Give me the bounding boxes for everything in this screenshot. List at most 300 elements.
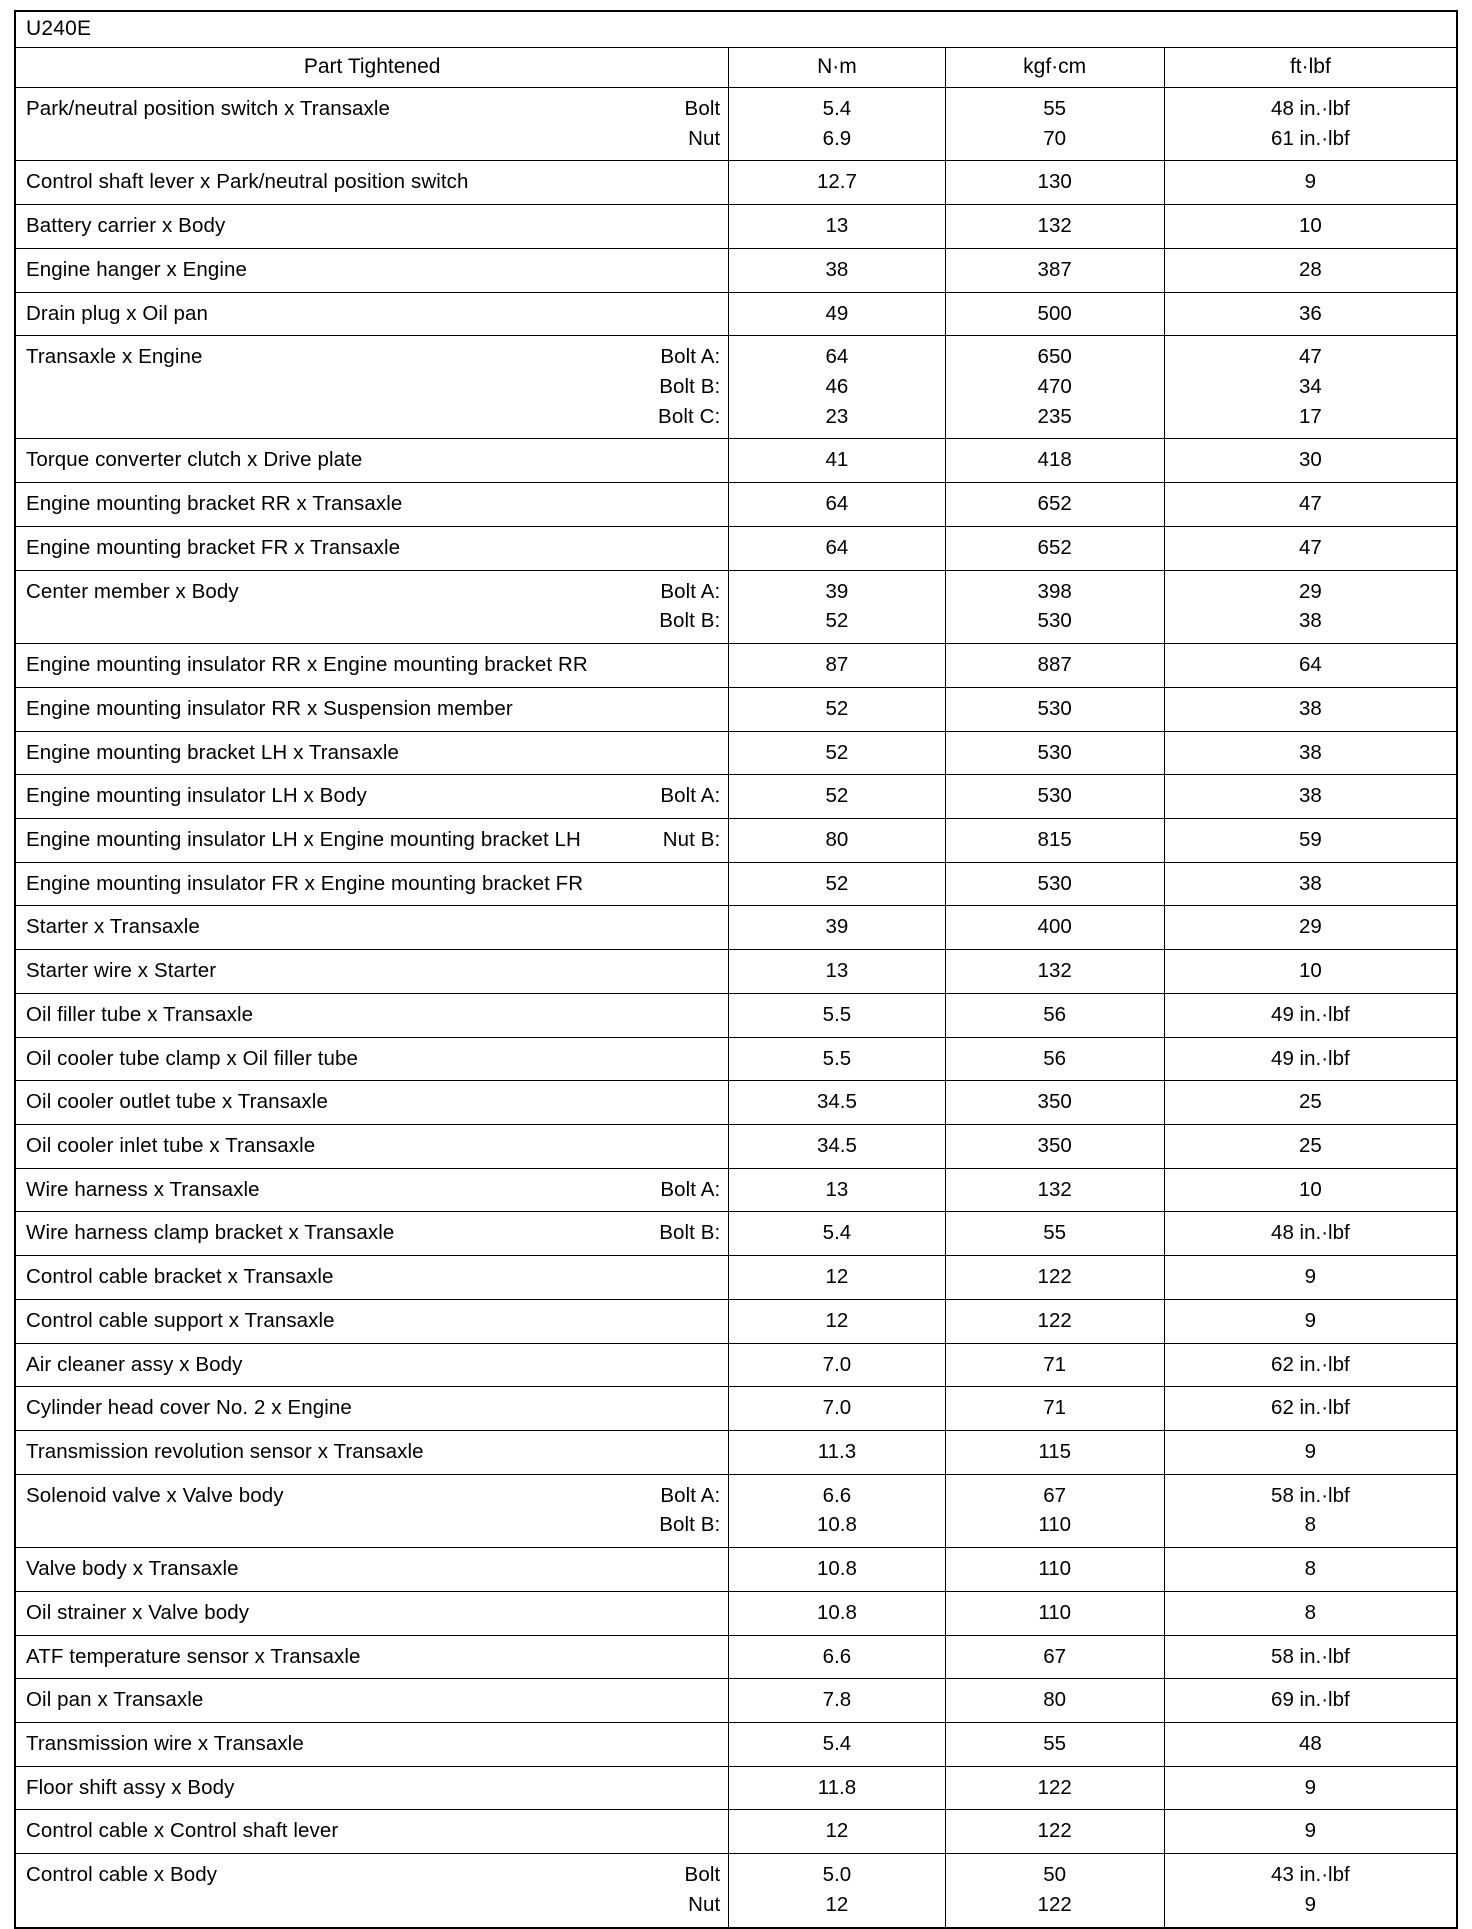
part-line — [26, 1000, 720, 1030]
table-row — [15, 88, 1457, 161]
kgfcm-value-cell — [945, 1256, 1164, 1300]
ftlbf-value-cell — [1164, 161, 1457, 205]
ftlbf-value-cell — [1164, 483, 1457, 527]
nm-value-cell — [729, 644, 945, 688]
table-row — [15, 1037, 1457, 1081]
part-line — [26, 489, 720, 519]
value-line: 48 — [1298, 1732, 1322, 1756]
part-tightened-cell — [15, 1081, 729, 1125]
nm-value-cell — [729, 687, 945, 731]
value-line: 418 — [1037, 448, 1072, 472]
part-tightened-cell — [15, 1591, 729, 1635]
part-name: Control cable x Control shaft lever — [26, 1819, 339, 1843]
part-name: Engine mounting insulator FR x Engine mounting bracket FR — [26, 871, 584, 895]
ftlbf-value-cell — [1164, 644, 1457, 688]
value-line: 7.0 — [822, 1396, 852, 1420]
value-line: 62 in.·lbf — [1271, 1396, 1350, 1420]
value-line: 8 — [1304, 1600, 1317, 1624]
part-tightened-cell — [15, 993, 729, 1037]
table-row — [15, 1591, 1457, 1635]
part-qualifier: Bolt A: — [660, 579, 721, 603]
value-line: 650 — [1037, 345, 1072, 369]
nm-value-cell — [729, 570, 945, 643]
ftlbf-value-cell — [1164, 1081, 1457, 1125]
part-name: Engine hanger x Engine — [26, 257, 248, 281]
part-tightened-cell — [15, 1766, 729, 1810]
part-tightened-cell — [15, 1124, 729, 1168]
part-name: Battery carrier x Body — [26, 214, 226, 238]
table-row — [15, 1431, 1457, 1475]
nm-value-cell — [729, 906, 945, 950]
part-name: ATF temperature sensor x Transaxle — [26, 1644, 361, 1668]
value-line: 12 — [825, 1265, 849, 1289]
part-name: Transaxle x Engine — [26, 345, 203, 369]
ftlbf-value-cell — [1164, 1212, 1457, 1256]
table-row — [15, 1168, 1457, 1212]
part-qualifier: Bolt A: — [660, 1177, 721, 1201]
part-name: Engine mounting bracket LH x Transaxle — [26, 740, 399, 764]
part-name: Oil cooler tube clamp x Oil filler tube — [26, 1046, 359, 1070]
part-line — [26, 211, 720, 241]
value-line: 9 — [1304, 1775, 1317, 1799]
ftlbf-value-cell — [1164, 950, 1457, 994]
table-row — [15, 1299, 1457, 1343]
nm-value-cell — [729, 1591, 945, 1635]
part-line — [26, 1481, 720, 1511]
value-line: 38 — [1298, 784, 1322, 808]
part-line — [26, 402, 720, 432]
ftlbf-value-cell — [1164, 775, 1457, 819]
kgfcm-value-cell — [945, 687, 1164, 731]
part-line — [26, 1890, 720, 1920]
value-line: 110 — [1038, 1600, 1071, 1624]
value-line: 530 — [1037, 609, 1072, 633]
value-line: 47 — [1298, 535, 1322, 559]
value-line: 10.8 — [816, 1557, 857, 1581]
table-row — [15, 248, 1457, 292]
ftlbf-value-cell — [1164, 248, 1457, 292]
ftlbf-value-cell — [1164, 1037, 1457, 1081]
nm-value-cell — [729, 1474, 945, 1547]
ftlbf-value-cell — [1164, 1810, 1457, 1854]
value-line: 12 — [825, 1308, 849, 1332]
part-qualifier: Bolt — [684, 1863, 721, 1887]
value-line: 652 — [1037, 535, 1072, 559]
ftlbf-value-cell — [1164, 88, 1457, 161]
kgfcm-value-cell — [945, 1635, 1164, 1679]
part-tightened-cell — [15, 1723, 729, 1767]
part-tightened-cell — [15, 1474, 729, 1547]
value-line: 29 — [1298, 915, 1322, 939]
kgfcm-value-cell — [945, 862, 1164, 906]
column-header-nm: N·m — [729, 48, 945, 88]
part-tightened-cell — [15, 1037, 729, 1081]
nm-value-cell — [729, 1387, 945, 1431]
part-tightened-cell — [15, 336, 729, 439]
part-name: Control cable support x Transaxle — [26, 1308, 335, 1332]
value-line: 67 — [1043, 1483, 1067, 1507]
table-title: U240E — [15, 11, 1457, 48]
part-line — [26, 1729, 720, 1759]
part-line — [26, 1306, 720, 1336]
value-line: 8 — [1304, 1557, 1317, 1581]
kgfcm-value-cell — [945, 483, 1164, 527]
value-line: 64 — [1298, 653, 1322, 677]
part-line — [26, 1642, 720, 1672]
ftlbf-value-cell — [1164, 1635, 1457, 1679]
part-name: Control cable x Body — [26, 1863, 218, 1887]
value-line: 7.8 — [822, 1688, 852, 1712]
value-line: 25 — [1298, 1090, 1322, 1114]
value-line: 9 — [1304, 1308, 1317, 1332]
value-line: 61 in.·lbf — [1271, 126, 1350, 150]
value-line: 52 — [825, 784, 849, 808]
value-line: 110 — [1038, 1557, 1071, 1581]
part-tightened-cell — [15, 1168, 729, 1212]
part-line — [26, 1087, 720, 1117]
part-tightened-cell — [15, 1635, 729, 1679]
value-line: 12 — [825, 1892, 849, 1916]
kgfcm-value-cell — [945, 161, 1164, 205]
value-line: 34 — [1298, 375, 1322, 399]
part-tightened-cell — [15, 687, 729, 731]
value-line: 398 — [1037, 579, 1072, 603]
nm-value-cell — [729, 818, 945, 862]
value-line: 43 in.·lbf — [1271, 1863, 1350, 1887]
value-line: 122 — [1037, 1892, 1072, 1916]
value-line: 110 — [1038, 1513, 1071, 1537]
part-tightened-cell — [15, 248, 729, 292]
table-row — [15, 336, 1457, 439]
value-line: 56 — [1043, 1002, 1067, 1026]
value-line: 9 — [1304, 1819, 1317, 1843]
kgfcm-value-cell — [945, 248, 1164, 292]
part-tightened-cell — [15, 950, 729, 994]
value-line: 10.8 — [816, 1513, 857, 1537]
table-body — [15, 88, 1457, 1928]
nm-value-cell — [729, 1679, 945, 1723]
value-line: 38 — [1298, 609, 1322, 633]
value-line: 80 — [825, 827, 849, 851]
nm-value-cell — [729, 1635, 945, 1679]
value-line: 52 — [825, 696, 849, 720]
value-line: 530 — [1037, 740, 1072, 764]
table-row — [15, 1387, 1457, 1431]
part-tightened-cell — [15, 1256, 729, 1300]
kgfcm-value-cell — [945, 906, 1164, 950]
part-tightened-cell — [15, 731, 729, 775]
value-line: 46 — [825, 375, 849, 399]
part-name: Oil pan x Transaxle — [26, 1688, 204, 1712]
value-line: 55 — [1043, 1732, 1067, 1756]
part-line — [26, 372, 720, 402]
value-line: 28 — [1298, 257, 1322, 281]
part-tightened-cell — [15, 483, 729, 527]
table-row — [15, 1343, 1457, 1387]
value-line: 235 — [1037, 404, 1072, 428]
value-line: 13 — [825, 1177, 849, 1201]
kgfcm-value-cell — [945, 1431, 1164, 1475]
value-line: 115 — [1038, 1440, 1071, 1463]
part-name: Cylinder head cover No. 2 x Engine — [26, 1396, 352, 1420]
value-line: 34.5 — [816, 1090, 857, 1114]
value-line: 62 in.·lbf — [1271, 1352, 1350, 1376]
part-tightened-cell — [15, 1548, 729, 1592]
ftlbf-value-cell — [1164, 862, 1457, 906]
part-tightened-cell — [15, 1431, 729, 1475]
ftlbf-value-cell — [1164, 1591, 1457, 1635]
ftlbf-value-cell — [1164, 818, 1457, 862]
value-line: 38 — [1298, 696, 1322, 720]
ftlbf-value-cell — [1164, 1343, 1457, 1387]
value-line: 25 — [1298, 1133, 1322, 1157]
nm-value-cell — [729, 1256, 945, 1300]
table-row — [15, 1723, 1457, 1767]
value-line: 6.9 — [822, 126, 852, 150]
value-line: 71 — [1043, 1352, 1067, 1376]
table-column-header-row — [15, 48, 1457, 88]
kgfcm-value-cell — [945, 1679, 1164, 1723]
ftlbf-value-cell — [1164, 993, 1457, 1037]
table-row — [15, 1124, 1457, 1168]
part-qualifier: Bolt A: — [660, 1483, 721, 1507]
kgfcm-value-cell — [945, 818, 1164, 862]
part-name: Engine mounting insulator RR x Engine mounting bracket RR — [26, 653, 588, 677]
part-name: Center member x Body — [26, 579, 239, 603]
part-line — [26, 912, 720, 942]
table-row — [15, 775, 1457, 819]
kgfcm-value-cell — [945, 775, 1164, 819]
kgfcm-value-cell — [945, 1124, 1164, 1168]
value-line: 130 — [1037, 170, 1072, 194]
value-line: 6.6 — [822, 1644, 852, 1668]
part-tightened-cell — [15, 1854, 729, 1928]
part-name: Park/neutral position switch x Transaxle — [26, 97, 391, 120]
part-name: Drain plug x Oil pan — [26, 301, 209, 325]
value-line: 470 — [1037, 375, 1072, 399]
kgfcm-value-cell — [945, 1387, 1164, 1431]
part-qualifier: Bolt B: — [659, 609, 721, 633]
value-line: 52 — [825, 871, 849, 895]
part-qualifier: Bolt A: — [660, 345, 721, 369]
part-name: Oil filler tube x Transaxle — [26, 1002, 254, 1026]
ftlbf-value-cell — [1164, 292, 1457, 336]
value-line: 71 — [1043, 1396, 1067, 1420]
part-name: Oil cooler outlet tube x Transaxle — [26, 1090, 328, 1114]
kgfcm-value-cell — [945, 731, 1164, 775]
part-line — [26, 94, 720, 124]
table-title-row — [15, 11, 1457, 48]
ftlbf-value-cell — [1164, 1723, 1457, 1767]
part-line — [26, 650, 720, 680]
table-row — [15, 570, 1457, 643]
value-line: 815 — [1037, 827, 1072, 851]
part-line — [26, 956, 720, 986]
part-line — [26, 1816, 720, 1846]
ftlbf-value-cell — [1164, 731, 1457, 775]
part-qualifier: Bolt — [684, 97, 721, 120]
table-row — [15, 205, 1457, 249]
value-line: 23 — [825, 404, 849, 428]
value-line: 9 — [1304, 170, 1317, 194]
nm-value-cell — [729, 248, 945, 292]
value-line: 400 — [1037, 915, 1072, 939]
value-line: 39 — [825, 915, 849, 939]
part-name: Control shaft lever x Park/neutral position switch — [26, 170, 469, 194]
kgfcm-value-cell — [945, 88, 1164, 161]
part-name: Engine mounting bracket RR x Transaxle — [26, 492, 403, 516]
nm-value-cell — [729, 1343, 945, 1387]
part-name: Control cable bracket x Transaxle — [26, 1265, 334, 1289]
table-row — [15, 862, 1457, 906]
part-qualifier: Bolt B: — [659, 1221, 721, 1245]
ftlbf-value-cell — [1164, 1431, 1457, 1475]
part-tightened-cell — [15, 205, 729, 249]
value-line: 8 — [1304, 1513, 1317, 1537]
column-header-part: Part Tightened — [15, 48, 729, 88]
value-line: 52 — [825, 740, 849, 764]
nm-value-cell — [729, 1548, 945, 1592]
table-row — [15, 1766, 1457, 1810]
table-row — [15, 687, 1457, 731]
value-line: 7.0 — [822, 1352, 852, 1376]
part-line — [26, 1131, 720, 1161]
value-line: 11.8 — [817, 1775, 857, 1799]
part-tightened-cell — [15, 292, 729, 336]
kgfcm-value-cell — [945, 1723, 1164, 1767]
value-line: 10 — [1298, 1177, 1322, 1201]
value-line: 122 — [1037, 1819, 1072, 1843]
kgfcm-value-cell — [945, 644, 1164, 688]
part-line — [26, 1554, 720, 1584]
value-line: 10.8 — [816, 1600, 857, 1624]
part-tightened-cell — [15, 906, 729, 950]
table-header — [15, 11, 1457, 88]
nm-value-cell — [729, 950, 945, 994]
part-line — [26, 869, 720, 899]
part-name: Solenoid valve x Valve body — [26, 1483, 284, 1507]
column-header-ftlbf: ft·lbf — [1164, 48, 1457, 88]
part-line — [26, 299, 720, 329]
kgfcm-value-cell — [945, 439, 1164, 483]
kgfcm-value-cell — [945, 526, 1164, 570]
value-line: 64 — [825, 535, 849, 559]
nm-value-cell — [729, 1212, 945, 1256]
part-tightened-cell — [15, 1679, 729, 1723]
value-line: 13 — [825, 959, 849, 983]
part-line — [26, 1175, 720, 1205]
ftlbf-value-cell — [1164, 205, 1457, 249]
value-line: 122 — [1037, 1265, 1072, 1289]
torque-specification-table — [14, 10, 1458, 1929]
value-line: 58 in.·lbf — [1271, 1644, 1350, 1668]
part-qualifier: Nut — [688, 1892, 721, 1916]
kgfcm-value-cell — [945, 993, 1164, 1037]
value-line: 47 — [1298, 345, 1322, 369]
part-name: Starter wire x Starter — [26, 959, 217, 983]
value-line: 132 — [1037, 1177, 1072, 1201]
part-line — [26, 1598, 720, 1628]
table-row — [15, 644, 1457, 688]
part-tightened-cell — [15, 161, 729, 205]
part-tightened-cell — [15, 88, 729, 161]
value-line: 5.4 — [822, 1732, 852, 1756]
kgfcm-value-cell — [945, 1810, 1164, 1854]
ftlbf-value-cell — [1164, 1548, 1457, 1592]
nm-value-cell — [729, 1299, 945, 1343]
value-line: 122 — [1037, 1775, 1072, 1799]
value-line: 11.3 — [817, 1440, 857, 1463]
part-line — [26, 1510, 720, 1540]
part-name: Wire harness clamp bracket x Transaxle — [26, 1221, 395, 1245]
nm-value-cell — [729, 205, 945, 249]
kgfcm-value-cell — [945, 1037, 1164, 1081]
part-tightened-cell — [15, 644, 729, 688]
value-line: 500 — [1037, 301, 1072, 325]
value-line: 350 — [1037, 1133, 1072, 1157]
table-row — [15, 731, 1457, 775]
part-tightened-cell — [15, 570, 729, 643]
kgfcm-value-cell — [945, 292, 1164, 336]
value-line: 9 — [1304, 1892, 1317, 1916]
table-row — [15, 1256, 1457, 1300]
value-line: 122 — [1037, 1308, 1072, 1332]
ftlbf-value-cell — [1164, 906, 1457, 950]
part-line — [26, 1218, 720, 1248]
nm-value-cell — [729, 483, 945, 527]
table-row — [15, 1474, 1457, 1547]
table-row — [15, 483, 1457, 527]
value-line: 49 — [825, 301, 849, 325]
part-tightened-cell — [15, 439, 729, 483]
table-row — [15, 526, 1457, 570]
table-row — [15, 439, 1457, 483]
value-line: 34.5 — [816, 1133, 857, 1157]
part-name: Air cleaner assy x Body — [26, 1352, 243, 1376]
part-line — [26, 167, 720, 197]
part-tightened-cell — [15, 1343, 729, 1387]
kgfcm-value-cell — [945, 1474, 1164, 1547]
table-row — [15, 993, 1457, 1037]
part-name: Engine mounting insulator RR x Suspension member — [26, 696, 513, 720]
part-qualifier: Nut B: — [662, 827, 721, 851]
table-row — [15, 1548, 1457, 1592]
part-name: Starter x Transaxle — [26, 915, 200, 939]
value-line: 48 in.·lbf — [1271, 97, 1350, 120]
nm-value-cell — [729, 1124, 945, 1168]
part-line — [26, 1044, 720, 1074]
value-line: 50 — [1043, 1863, 1067, 1887]
value-line: 48 in.·lbf — [1271, 1221, 1350, 1245]
value-line: 5.5 — [822, 1046, 852, 1070]
value-line: 69 in.·lbf — [1271, 1688, 1350, 1712]
part-tightened-cell — [15, 1212, 729, 1256]
part-qualifier: Bolt C: — [658, 404, 721, 428]
value-line: 38 — [825, 257, 849, 281]
value-line: 70 — [1043, 126, 1067, 150]
value-line: 39 — [825, 579, 849, 603]
value-line: 530 — [1037, 871, 1072, 895]
value-line: 29 — [1298, 579, 1322, 603]
value-line: 47 — [1298, 492, 1322, 516]
value-line: 38 — [1298, 871, 1322, 895]
value-line: 12 — [825, 1819, 849, 1843]
table-row — [15, 1854, 1457, 1928]
value-line: 49 in.·lbf — [1271, 1002, 1350, 1026]
nm-value-cell — [729, 993, 945, 1037]
part-line — [26, 825, 720, 855]
value-line: 132 — [1037, 214, 1072, 238]
